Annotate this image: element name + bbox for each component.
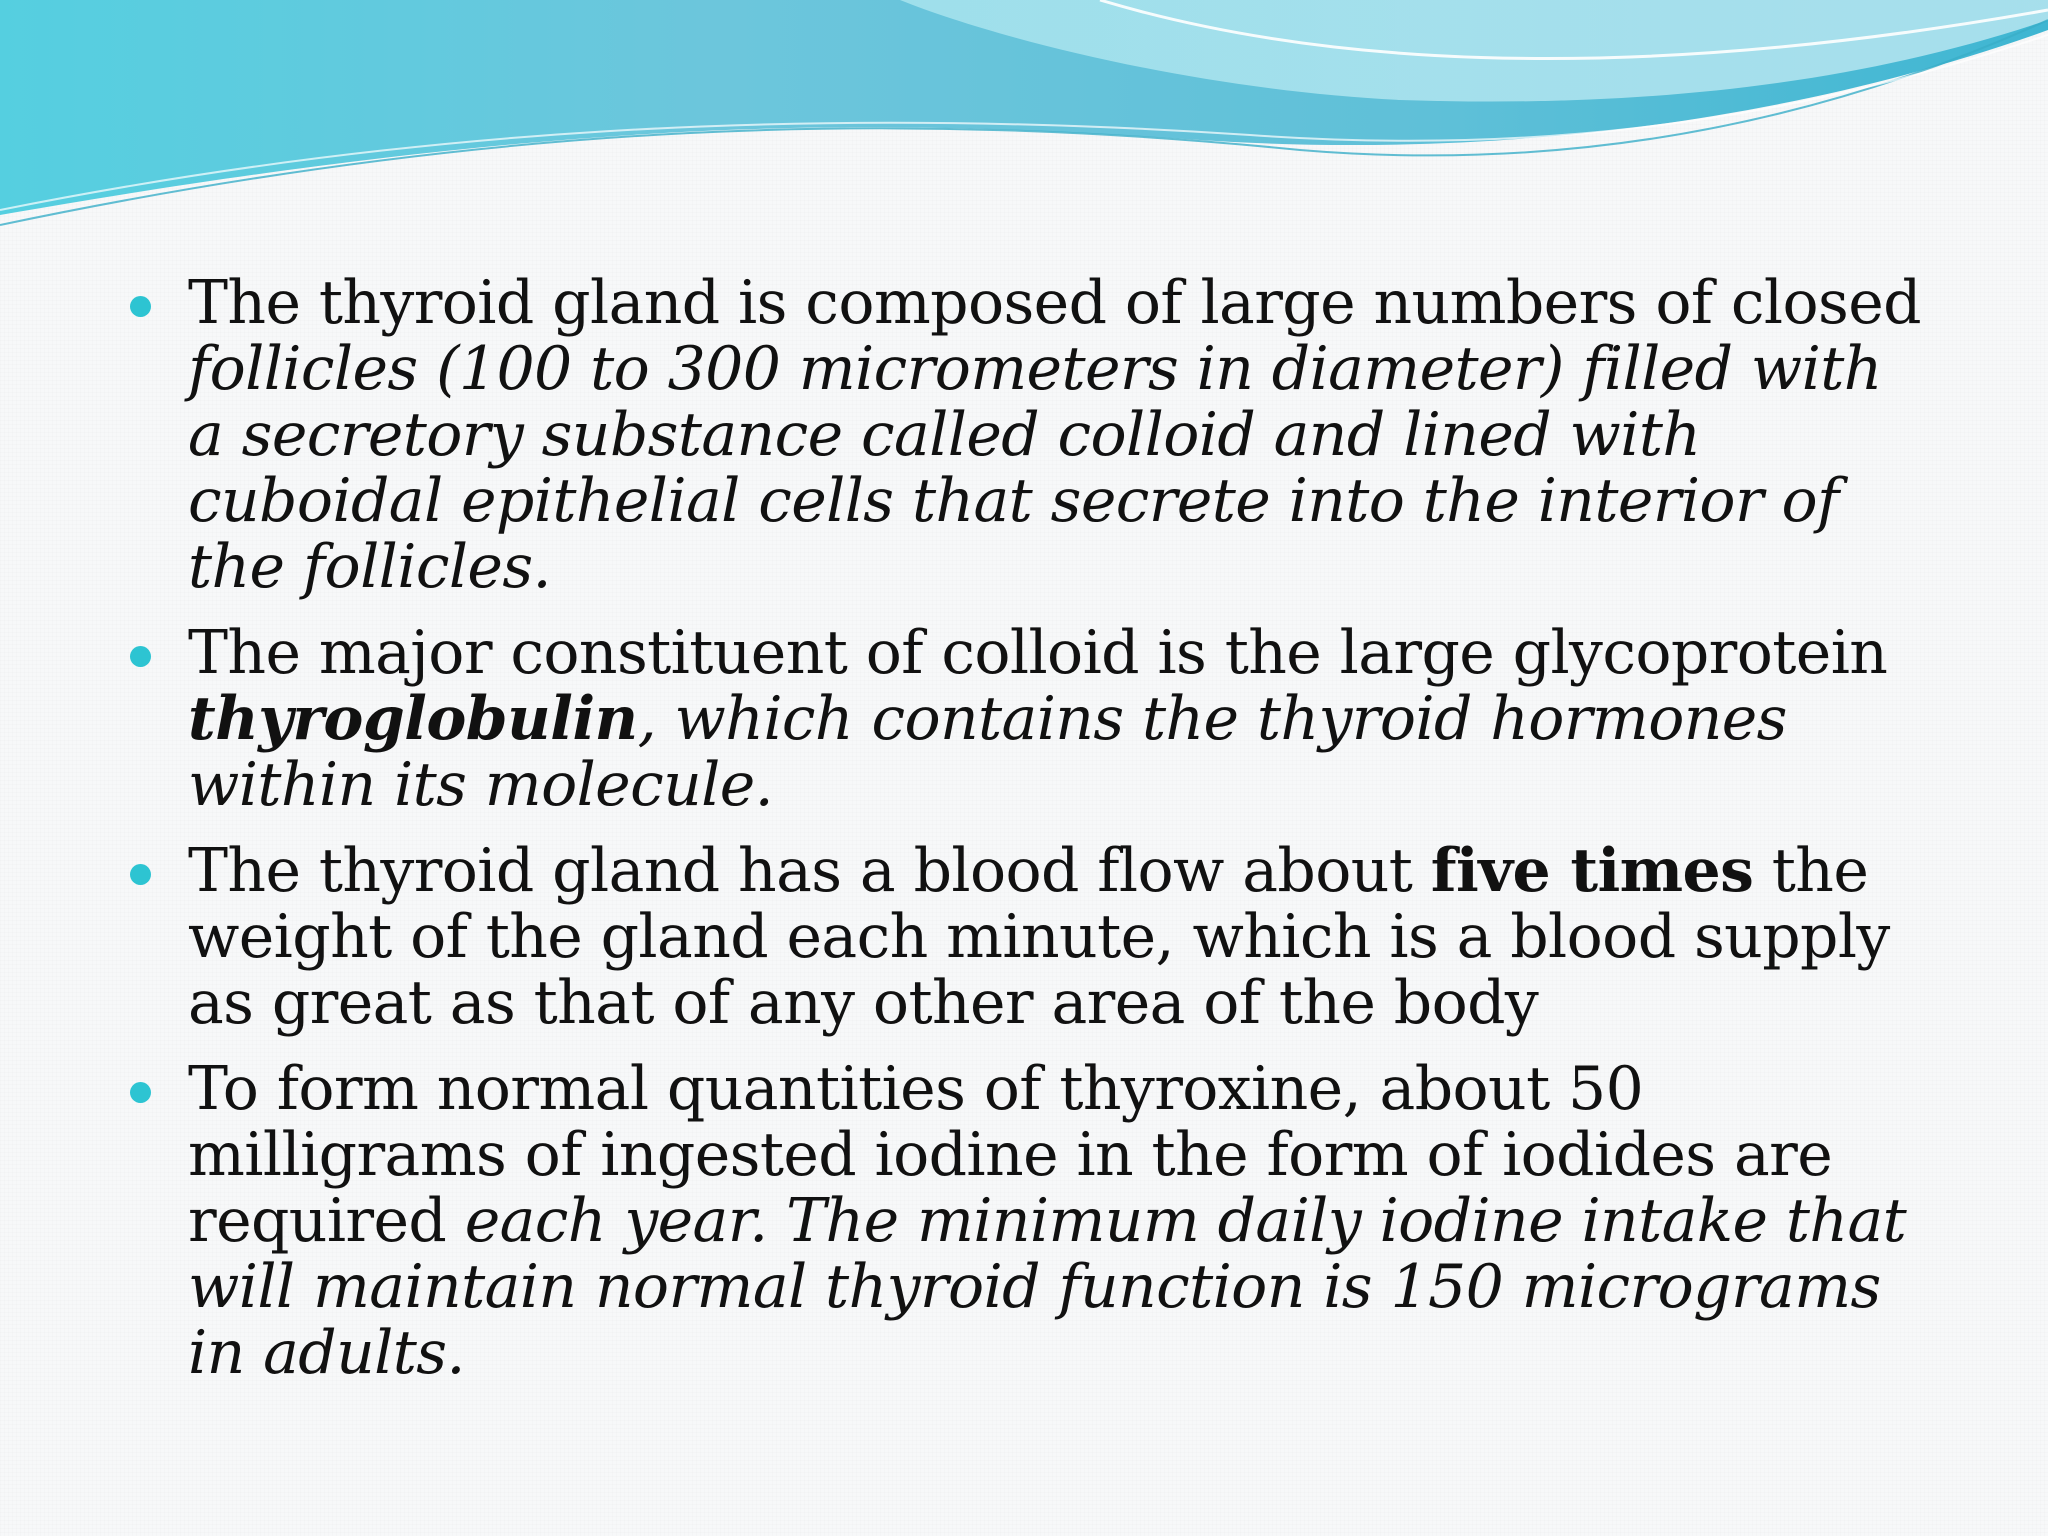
bullet-item-iodine xyxy=(130,1056,1930,1386)
bullet-text-bold: five times xyxy=(1430,836,1754,906)
bullet-text-italic: each year. The minimum daily iodine intake that will maintain normal thyroid function is 150 micrograms in adults. xyxy=(188,1186,1907,1388)
bullet-dot-icon xyxy=(130,864,151,885)
bullet-text-regular: To form normal quantities of thyroxine, about 50 milligrams of ingested iodine in the form of iodides are required xyxy=(188,1054,1833,1256)
bullet-dot-icon xyxy=(130,646,151,667)
bullet-text-italic: , which contains the thyroid hormones within its molecule. xyxy=(188,684,1787,820)
bullet-text-regular: the weight of the gland each minute, which is a blood supply as great as that of any other area of the body xyxy=(188,836,1890,1038)
bullet-item-blood-flow xyxy=(130,838,1930,1036)
bullet-text-regular: The thyroid gland has a blood flow about xyxy=(188,836,1413,906)
bullet-text-bold-italic: thyroglobulin xyxy=(188,684,638,754)
header-wave-decoration xyxy=(0,0,2048,240)
bullet-item-follicles xyxy=(130,270,1930,600)
bullet-text-regular: The thyroid gland is composed of large numbers of closed xyxy=(188,268,1921,338)
bullet-list xyxy=(130,270,1930,1406)
bullet-text-italic: follicles (100 to 300 micrometers in diameter) filled with a secretory substance called colloid and lined with cuboidal epithelial cells that secrete into the interior of the follicles. xyxy=(188,334,1882,602)
bullet-text-regular: The major constituent of colloid is the large glycoprotein xyxy=(188,618,1888,688)
bullet-dot-icon xyxy=(130,296,151,317)
bullet-item-thyroglobulin xyxy=(130,620,1930,818)
bullet-dot-icon xyxy=(130,1082,151,1103)
